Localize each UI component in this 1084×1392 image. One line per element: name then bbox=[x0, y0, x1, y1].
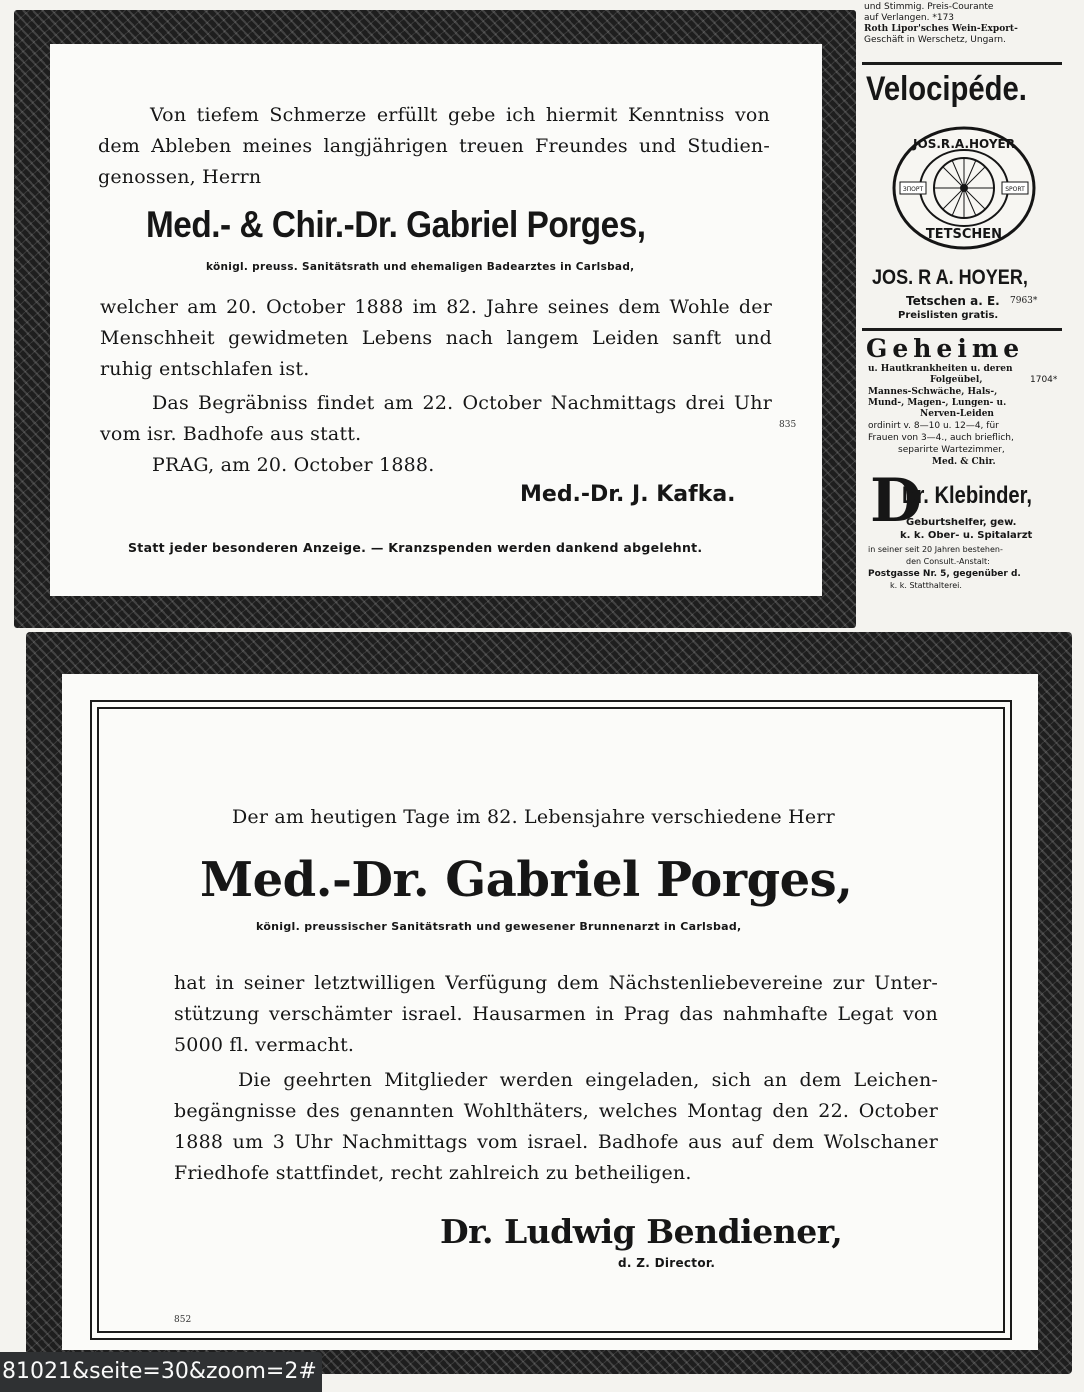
notice-2-number: 852 bbox=[174, 1315, 192, 1325]
notice-1-footer: Statt jeder besonderen Anzeige. — Kranzspenden werden dankend abgelehnt. bbox=[128, 540, 703, 555]
velocipede-prices: Preislisten gratis. bbox=[898, 310, 999, 321]
notice-1-funeral-text: Das Begräbniss findet am 22. October Nachmittags drei Uhr vom isr. Badhofe aus statt. bbox=[100, 392, 772, 445]
logo-bottom-text: TETSCHEN bbox=[925, 227, 1003, 242]
notice-2-subtitle: königl. preussischer Sanitätsrath und gewesener Brunnenarzt in Carlsbad, bbox=[256, 920, 742, 933]
geheime-line-14: Postgasse Nr. 5, gegenüber d. bbox=[868, 569, 1021, 579]
notice-1-intro: Von tiefem Schmerze erfüllt gebe ich hiermit Kenntniss von dem Ableben meines langjährigen treuen Freundes und Studien-genossen, Herrn bbox=[98, 104, 770, 188]
velocipede-number: 7963* bbox=[1010, 296, 1038, 306]
notice-1-signature: Med.-Dr. J. Kafka. bbox=[520, 482, 736, 507]
velocipede-firm: JOS. R A. HOYER, bbox=[872, 266, 1028, 289]
notice-1-subtitle: königl. preuss. Sanitätsrath und ehemaligen Badearztes in Carlsbad, bbox=[206, 261, 635, 273]
velocipede-location: Tetschen a. E. bbox=[906, 294, 1000, 308]
geheime-line-12: in seiner seit 20 Jahren bestehen- bbox=[868, 545, 1003, 554]
geheime-line-13: den Consult.-Anstalt: bbox=[906, 557, 990, 566]
klebinder-name: Dr. Klebinder, bbox=[902, 482, 1032, 509]
hoyer-bicycle-logo bbox=[892, 126, 1036, 250]
notice-1-death-text: welcher am 20. October 1888 im 82. Jahre seines dem Wohle der Menschheit gewidmeten Lebens nach langem Leiden sanft und ruhig entschlafen ist. bbox=[100, 296, 772, 380]
geheime-line-8: separirte Wartezimmer, bbox=[898, 445, 1005, 455]
geheime-line-15: k. k. Statthalterei. bbox=[890, 581, 962, 590]
ad-top-line-4: Geschäft in Werschetz, Ungarn. bbox=[864, 35, 1006, 45]
notice-1-body bbox=[100, 292, 772, 481]
geheime-line-9: Med. & Chir. bbox=[932, 457, 996, 467]
notice-2-name: Med.-Dr. Gabriel Porges, bbox=[200, 852, 853, 908]
geheime-line-4: Mund-, Magen-, Lungen- u. bbox=[868, 398, 1007, 408]
notice-1-name: Med.- & Chir.-Dr. Gabriel Porges, bbox=[146, 204, 646, 245]
notice-2-intro: Der am heutigen Tage im 82. Lebensjahre verschiedene Herr bbox=[232, 806, 835, 828]
geheime-line-6: ordinirt v. 8—10 u. 12—4, für bbox=[868, 421, 999, 431]
notice-2-signature: Dr. Ludwig Bendiener, bbox=[440, 1212, 843, 1251]
geheime-line-5: Nerven-Leiden bbox=[920, 409, 994, 419]
logo-right-text: SPORT bbox=[1005, 186, 1025, 193]
url-status-bar: 81021&seite=30&zoom=2# bbox=[0, 1352, 322, 1392]
geheime-title: Geheime bbox=[866, 334, 1025, 363]
geheime-line-2-number: 1704* bbox=[1030, 375, 1058, 385]
geheime-line-10: Geburtshelfer, gew. bbox=[906, 518, 1017, 528]
notice-2-invitation-text: Die geehrten Mitglieder werden eingeladen, sich an dem Leichen-begängnisse des genannten Wohlthäters, welches Montag den 22. October 1888 um 3 Uhr Nachmittags vom israel. Badhofe aus auf dem Wolschaner Friedhofe stattfindet, recht zahlreich zu betheiligen. bbox=[174, 1069, 938, 1184]
ad-divider-1 bbox=[862, 62, 1062, 65]
notice-1-place-date: PRAG, am 20. October 1888. bbox=[152, 454, 435, 476]
geheime-line-7: Frauen von 3—4., auch brieflich, bbox=[868, 433, 1014, 443]
notice-1-number: 835 bbox=[779, 420, 797, 430]
notice-2-body bbox=[174, 968, 938, 1189]
ad-top-line-3: Roth Lipor'sches Wein-Export- bbox=[864, 24, 1018, 34]
logo-left-text: ЗПОРТ bbox=[902, 186, 924, 193]
geheime-line-1: u. Hautkrankheiten u. deren bbox=[868, 364, 1013, 374]
notice-2-bequest-text: hat in seiner letztwilligen Verfügung dem Nächstenliebevereine zur Unter-stützung verschämter israel. Hausarmen in Prag das nahmhafte Legat von 5000 fl. vermacht. bbox=[174, 972, 938, 1056]
velocipede-title: Velocipéde. bbox=[866, 70, 1027, 108]
ad-top-line-1: und Stimmig. Preis-Courante bbox=[864, 2, 994, 12]
notice-2-signature-title: d. Z. Director. bbox=[618, 1256, 716, 1270]
logo-top-text: JOS.R.A.HOYER bbox=[913, 137, 1015, 151]
ad-divider-2 bbox=[862, 328, 1062, 331]
ad-top-line-2: auf Verlangen. *173 bbox=[864, 13, 955, 23]
geheime-line-2: Folgeübel, bbox=[930, 375, 983, 385]
geheime-line-11: k. k. Ober- u. Spitalarzt bbox=[900, 531, 1033, 541]
geheime-line-3: Mannes-Schwäche, Hals-, bbox=[868, 387, 998, 397]
klebinder-initial-d: D bbox=[870, 466, 923, 536]
